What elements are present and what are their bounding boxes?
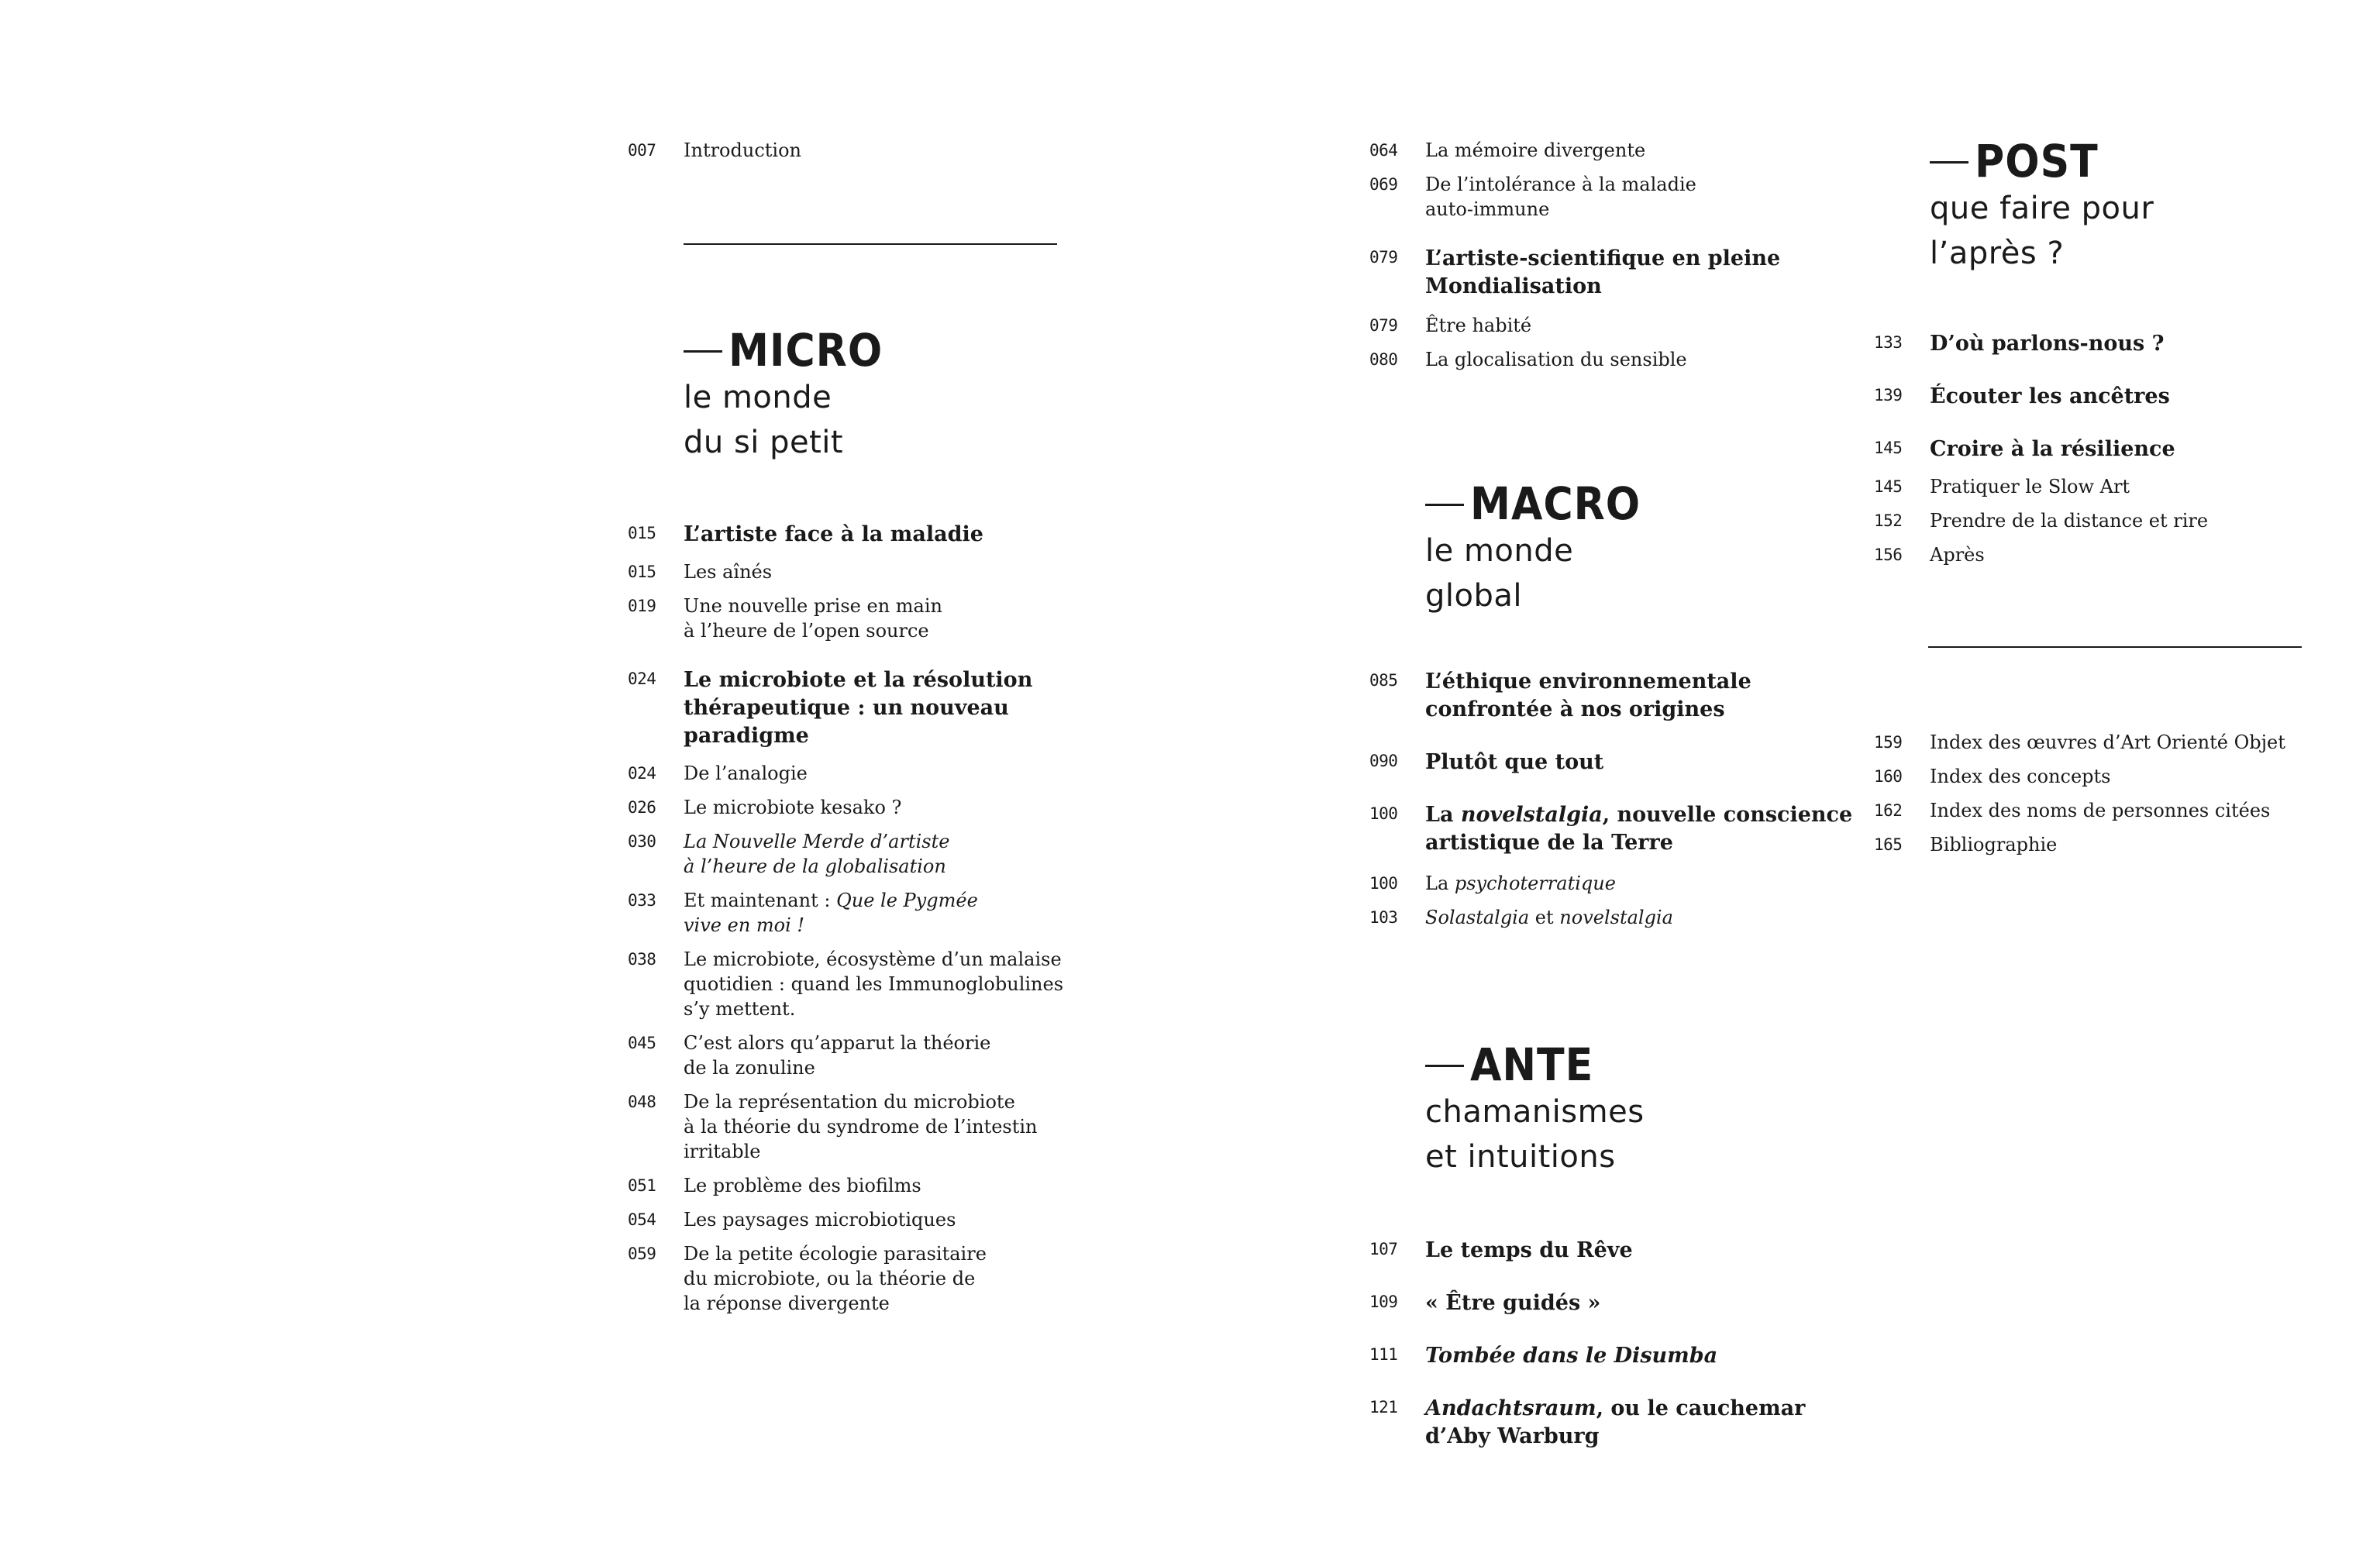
em-dash — [1425, 1065, 1464, 1067]
entry-title-line-1 — [684, 888, 978, 914]
entry-title: Index des concepts — [1930, 766, 2111, 787]
entry-title-line-2: à l’heure de la globalisation — [684, 855, 946, 877]
entry-title-text: , ou le cauchemar — [1596, 1396, 1806, 1420]
page-number: 100 — [1369, 804, 1398, 823]
entry-title: Index des noms de personnes citées — [1930, 800, 2271, 821]
entry-title: Bibliographie — [1930, 834, 2058, 855]
entry-title: Pratiquer le Slow Art — [1930, 476, 2130, 497]
entry-title: Le temps du Rêve — [1425, 1238, 1633, 1262]
page-number: 165 — [1874, 835, 1903, 854]
section-subtitle-line-1: le monde — [684, 380, 832, 415]
section-subtitle-line-1: chamanismes — [1425, 1094, 1645, 1130]
entry-title: La mémoire divergente — [1425, 139, 1646, 161]
page-number: 054 — [628, 1210, 656, 1229]
page-number: 059 — [628, 1244, 656, 1263]
entry-title: Être habité — [1425, 315, 1532, 336]
entry-title: Plutôt que tout — [1425, 750, 1604, 774]
section-micro — [684, 325, 883, 465]
page-number: 079 — [1369, 316, 1398, 335]
entry-title-line-1: Le microbiote, écosystème d’un malaise — [684, 948, 1062, 970]
section-subtitle-line-2: global — [1425, 578, 1522, 614]
page-number: 111 — [1369, 1345, 1398, 1364]
column-1 — [628, 0, 1062, 1556]
page-number: 145 — [1874, 477, 1903, 496]
entry-title: D’où parlons-nous ? — [1930, 332, 2165, 356]
page-number: 160 — [1874, 767, 1903, 786]
entry-title-italic: Andachtsraum — [1425, 1396, 1596, 1420]
entry-title-line-2: auto-immune — [1425, 198, 1550, 220]
entry-title: Écouter les ancêtres — [1930, 384, 2170, 408]
page-number: 103 — [1369, 908, 1398, 927]
entry-title-line-2: confrontée à nos origines — [1425, 697, 1725, 721]
entry-title-italic: novelstalgia — [1460, 803, 1603, 827]
page-number: 024 — [628, 670, 656, 688]
entry-title-line-3: irritable — [684, 1141, 761, 1162]
page-number: 159 — [1874, 733, 1903, 752]
entry-title-line-3: paradigme — [684, 724, 809, 748]
entry-title: Les paysages microbiotiques — [684, 1209, 956, 1231]
page-number: 007 — [628, 141, 656, 160]
section-post — [1930, 136, 2154, 276]
page-number: 133 — [1874, 333, 1903, 352]
entry-title-line-2: du microbiote, ou la théorie de — [684, 1268, 976, 1289]
entry-title: Le problème des biofilms — [684, 1175, 921, 1196]
page-number: 139 — [1874, 386, 1903, 404]
entry-title-line-2: Mondialisation — [1425, 274, 1602, 298]
section-subtitle-line-1: que faire pour — [1930, 191, 2154, 226]
section-heading: ANTE — [1470, 1038, 1594, 1091]
entry-title: Les aînés — [684, 561, 773, 583]
entry-title-line-1: L’artiste-scientifique en pleine — [1425, 246, 1781, 270]
entry-title-line-1: Une nouvelle prise en main — [684, 595, 942, 617]
page-number: 109 — [1369, 1293, 1398, 1311]
entry-title-line-1: La Nouvelle Merde d’artiste — [684, 831, 950, 852]
entry-title-italic: Que le Pygmée — [836, 890, 978, 911]
page-number: 030 — [628, 832, 656, 851]
page-number: 145 — [1874, 439, 1903, 457]
page-number: 015 — [628, 524, 656, 542]
entry-title-line-1: De la représentation du microbiote — [684, 1091, 1015, 1113]
entry-title: La glocalisation du sensible — [1425, 349, 1687, 370]
section-heading: MACRO — [1470, 477, 1641, 530]
entry-title-line-2: de la zonuline — [684, 1057, 815, 1079]
page-number: 033 — [628, 891, 656, 910]
column-3 — [1874, 0, 2323, 1556]
entry-title-line-1 — [1425, 1395, 1805, 1423]
entry-title-line-2: à l’heure de l’open source — [684, 620, 929, 642]
entry-title: Prendre de la distance et rire — [1930, 510, 2209, 532]
page-number: 026 — [628, 798, 656, 817]
entry-title-text: Et maintenant : — [684, 890, 837, 911]
page-number: 069 — [1369, 175, 1398, 194]
entry-title-text: La — [1425, 803, 1461, 827]
entry-title-italic: novelstalgia — [1559, 907, 1673, 928]
entry-title: Tombée dans le Disumba — [1425, 1344, 1718, 1368]
entry-title-text: La — [1425, 873, 1455, 894]
entry-title-line-2: vive en moi ! — [684, 914, 805, 936]
section-subtitle-line-1: le monde — [1425, 533, 1574, 569]
section-heading: MICRO — [728, 324, 883, 377]
entry-title-line-1: Le microbiote et la résolution — [684, 668, 1033, 692]
em-dash — [1930, 161, 1968, 164]
entry-title: De l’analogie — [684, 763, 808, 784]
entry-title-line-2: quotidien : quand les Immunoglobulines — [684, 973, 1064, 995]
page-number: 162 — [1874, 801, 1903, 820]
page-number: 038 — [628, 950, 656, 969]
entry-title-line-3: s’y mettent. — [684, 998, 796, 1020]
page-number: 024 — [628, 764, 656, 783]
entry-title: L’artiste face à la maladie — [684, 522, 983, 546]
entry-title-line-1 — [1425, 801, 1852, 829]
em-dash — [684, 350, 722, 353]
section-ante — [1425, 1040, 1645, 1179]
page-number: 152 — [1874, 511, 1903, 530]
page-number: 080 — [1369, 350, 1398, 369]
entry-title-italic: Solastalgia — [1425, 907, 1530, 928]
page-number: 090 — [1369, 752, 1398, 770]
divider — [684, 243, 1057, 245]
entry-title: Croire à la résilience — [1930, 437, 2175, 461]
entry-title: Après — [1930, 544, 1985, 566]
entry-title-line-1: De l’intolérance à la maladie — [1425, 174, 1696, 195]
entry-title — [1425, 871, 1616, 897]
section-heading: POST — [1975, 135, 2099, 188]
entry-title: Introduction — [684, 139, 801, 161]
entry-title-text: , nouvelle conscience — [1602, 803, 1853, 827]
page-number: 121 — [1369, 1398, 1398, 1417]
page-number: 107 — [1369, 1240, 1398, 1258]
page-number: 051 — [628, 1176, 656, 1195]
entry-title — [1425, 905, 1673, 931]
entry-title-text: et — [1529, 907, 1560, 928]
entry-title-line-2: à la théorie du syndrome de l’intestin — [684, 1116, 1038, 1138]
page-number: 019 — [628, 597, 656, 615]
page-number: 085 — [1369, 671, 1398, 690]
page-number: 079 — [1369, 248, 1398, 267]
entry-title: Le microbiote kesako ? — [684, 797, 902, 818]
page-number: 100 — [1369, 874, 1398, 893]
divider — [1928, 646, 2302, 648]
section-macro — [1425, 479, 1641, 618]
entry-title-line-1: De la petite écologie parasitaire — [684, 1243, 987, 1265]
entry-title-line-2: thérapeutique : un nouveau — [684, 696, 1009, 720]
entry-title-line-2: artistique de la Terre — [1425, 831, 1673, 855]
entry-title-italic: psychoterratique — [1454, 873, 1616, 894]
page-number: 045 — [628, 1034, 656, 1052]
page-number: 064 — [1369, 141, 1398, 160]
page-number: 048 — [628, 1093, 656, 1111]
entry-title-line-3: la réponse divergente — [684, 1293, 890, 1314]
section-subtitle-line-2: l’après ? — [1930, 236, 2065, 271]
section-subtitle-line-2: du si petit — [684, 425, 844, 460]
page-number: 015 — [628, 563, 656, 581]
entry-title: « Être guidés » — [1425, 1291, 1601, 1315]
entry-title-line-2: d’Aby Warburg — [1425, 1424, 1600, 1448]
entry-title-line-1: C’est alors qu’apparut la théorie — [684, 1032, 991, 1054]
column-2 — [1369, 0, 1853, 1556]
section-subtitle-line-2: et intuitions — [1425, 1139, 1616, 1175]
entry-title: Index des œuvres d’Art Orienté Objet — [1930, 732, 2285, 753]
entry-title-line-1: L’éthique environnementale — [1425, 670, 1751, 694]
page-number: 156 — [1874, 546, 1903, 564]
em-dash — [1425, 504, 1464, 506]
